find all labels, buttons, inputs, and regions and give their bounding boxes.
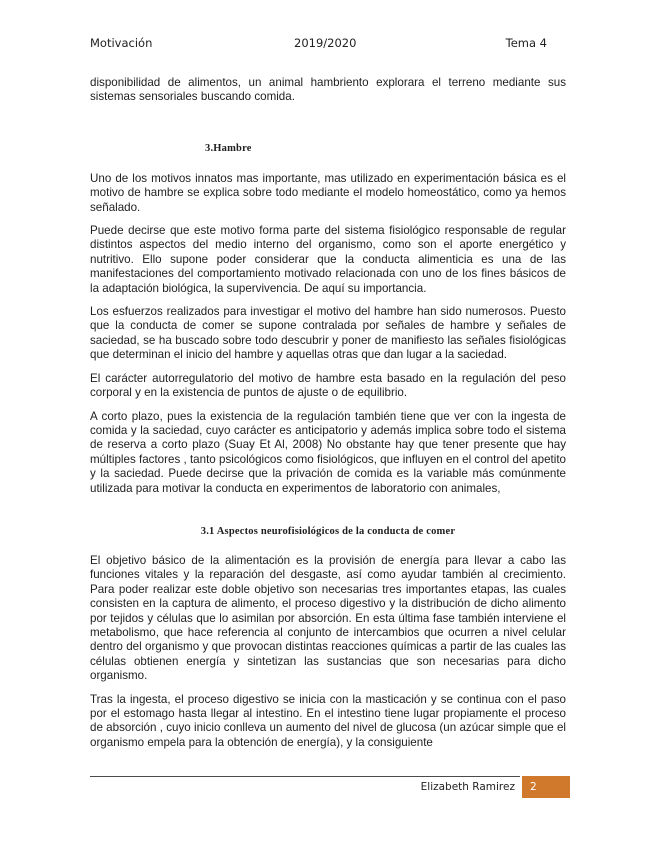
paragraph: Tras la ingesta, el proceso digestivo se inicia con la masticación y se continua con el paso por el estomago hasta llegar al intestino. En el intestino tiene lugar propiamente el proceso de absorción , cuyo inicio conlleva un aumento del nivel de glucosa (un azúcar simple que el organismo empela para la obtención de energía), y la consiguiente — [90, 692, 566, 749]
paragraph: Los esfuerzos realizados para investigar el motivo del hambre han sido numerosos. Puesto que la conducta de comer se supone contralada por señales de hambre y señales de saciedad, se ha buscado sobre todo descubrir y poner de manifiesto las señales fisiológicas que determinan el inicio del hambre y aquellas otras que dan lugar a la saciedad. — [90, 305, 566, 362]
paragraph: Puede decirse que este motivo forma parte del sistema fisiológico responsable de regular distintos aspectos del medio interno del organismo, como son el aporte energético y nutritivo. Ello supone poder considerar que la conducta alimenticia es una de las manifestaciones del comportamiento motivado relacionada con uno de los fines básicos de la adaptación biológica, la supervivencia. De aquí su importancia. — [90, 224, 566, 295]
page-number-badge: 2 — [522, 776, 570, 798]
header-subject: Motivación — [90, 36, 153, 50]
paragraph: El objetivo básico de la alimentación es la provisión de energía para llevar a cabo las funciones vitales y la reparación del desgaste, así como ayudar también al crecimiento. Para poder realizar este doble objetivo son necesarias tres importantes etapas, las cuales consisten en la captura de alimento, el proceso digestivo y la distribución de dicho alimento por tejidos y células que lo asimilan por absorción. En esta última fase también interviene el metabolismo, que hace referencia al conjunto de intercambios que ocurren a nivel celular dentro del organismo y que provocan distintas reacciones químicas a partir de las cuales las células obtienen energía y sintetizan las sustancias que son necesarias para dicho organismo. — [90, 553, 566, 683]
intro-paragraph: disponibilidad de alimentos, un animal hambriento explorara el terreno mediante sus sistemas sensoriales buscando comida. — [90, 76, 566, 104]
page-body — [90, 76, 566, 759]
paragraph: Uno de los motivos innatos mas importante, mas utilizado en experimentación básica es el motivo de hambre se explica sobre todo mediante el modelo homeostático, como ya hemos señalado. — [90, 171, 566, 214]
section-heading-aspectos: 3.1 Aspectos neurofisiológicos de la conducta de comer — [200, 525, 456, 537]
footer-divider — [90, 776, 520, 777]
page-header — [90, 36, 565, 54]
section-heading-hambre: 3.Hambre — [205, 142, 252, 154]
paragraph: El carácter autorregulatorio del motivo de hambre esta basado en la regulación del peso corporal y en la existencia de puntos de ajuste o de equilibrio. — [90, 371, 566, 400]
header-topic: Tema 4 — [505, 36, 547, 50]
footer-author: Elizabeth Ramirez — [420, 781, 515, 793]
header-year: 2019/2020 — [294, 36, 357, 50]
paragraph: A corto plazo, pues la existencia de la regulación también tiene que ver con la ingesta de comida y la saciedad, cuyo carácter es anticipatorio y además implica sobre todo el sistema de reserva a corto plazo (Suay Et Al, 2008) No obstante hay que tener presente que hay múltiples factores , tanto psicológicos como fisiológicos, que influyen en el control del apetito y la saciedad. Puede decirse que la privación de comida es la variable más comúnmente utilizada para motivar la conducta en experimentos de laboratorio con animales, — [90, 409, 566, 495]
page-footer — [90, 776, 570, 798]
